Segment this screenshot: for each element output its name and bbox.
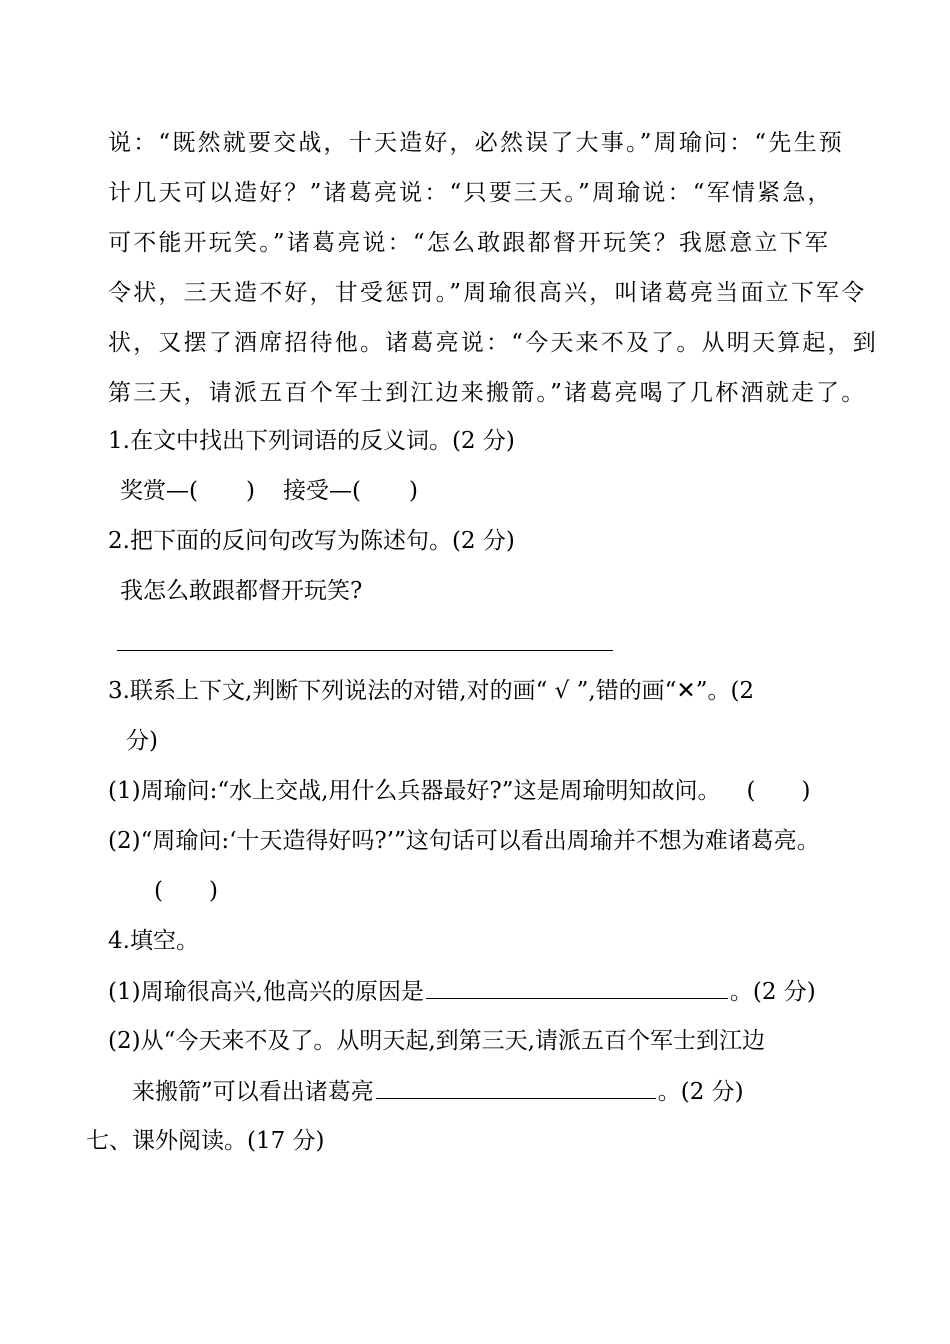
q1-items [120,476,418,506]
passage-line-1: 说：“既然就要交战，十天造好，必然误了大事。”周瑜问：“先生预 [108,130,844,156]
q3-prompt-line-1: 3.联系上下文,判断下列说法的对错,对的画“ √ ”,错的画“✕”。(2 [108,678,755,704]
q4-item-2-suffix: 。(2 分) [657,1079,744,1105]
q1-item-accept-label: 接受—( [282,478,361,504]
section-7-title: 七、课外阅读。(17 分) [86,1128,325,1154]
passage-line-6: 第三天，请派五百个军士到江边来搬箭。”诸葛亮喝了几杯酒就走了。 [108,380,867,406]
q3-item-2-paren-open: ( [154,878,163,904]
q2-answer-line[interactable] [117,650,613,651]
q3-item-1-paren-open: ( [746,778,756,804]
q1-item-2-close: ) [408,478,418,504]
q4-item-2-prefix: 来搬箭”可以看出诸葛亮 [132,1079,374,1105]
q3-item-2-text: (2)“周瑜问:‘十天造得好吗?’”这句话可以看出周瑜并不想为难诸葛亮。 [108,828,820,854]
passage-line-2: 计几天可以造好？”诸葛亮说：“只要三天。”周瑜说：“军情紧急， [108,180,833,206]
q2-prompt: 2.把下面的反问句改写为陈述句。(2 分) [108,528,515,554]
q4-item-2-answer-blank[interactable] [376,1076,656,1099]
q4-item-2-line-1: (2)从“今天来不及了。从明天起,到第三天,请派五百个军士到江边 [108,1028,765,1054]
passage-line-4: 令状，三天造不好，甘受惩罚。”周瑜很高兴，叫诸葛亮当面立下军令 [108,280,867,306]
q1-prompt: 1.在文中找出下列词语的反义词。(2 分) [108,428,515,454]
q3-item-1-text: (1)周瑜问:“水上交战,用什么兵器最好?”这是周瑜明知故问。 [108,778,721,804]
q3-item-1 [108,776,810,806]
q3-item-1-paren-close: ) [801,778,811,804]
q4-item-1 [108,976,816,1007]
q4-item-2-line-2 [132,1076,744,1107]
q3-prompt-line-2: 分) [126,728,158,754]
passage-line-5: 状，又摆了酒席招待他。诸葛亮说：“今天来不及了。从明天算起，到 [108,330,878,356]
q4-item-1-answer-blank[interactable] [426,976,728,999]
q3-item-2-paren-close: ) [208,878,218,904]
q4-item-1-prefix: (1)周瑜很高兴,他高兴的原因是 [108,979,424,1005]
q4-item-1-suffix: 。(2 分) [729,979,816,1005]
q2-sentence: 我怎么敢跟都督开玩笑? [120,578,363,604]
q1-item-1-close: ) [245,478,255,504]
q1-item-reward-label: 奖赏—( [120,478,198,504]
passage-line-3: 可不能开玩笑。”诸葛亮说：“怎么敢跟都督开玩笑？我愿意立下军 [108,230,831,256]
q4-prompt: 4.填空。 [108,928,199,954]
q3-item-2-answer [154,876,218,906]
